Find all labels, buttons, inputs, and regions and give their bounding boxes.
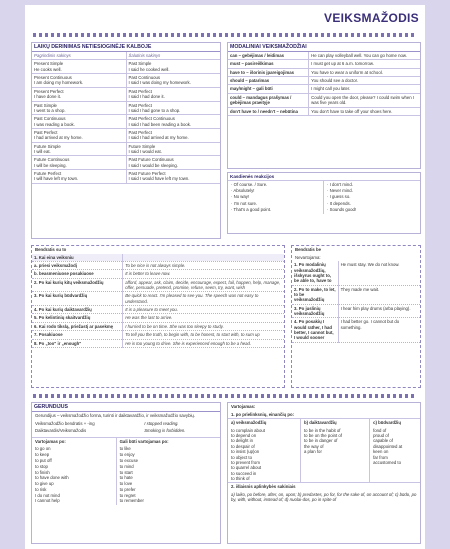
usage-item: to delight in xyxy=(231,438,253,444)
table-row xyxy=(32,322,284,330)
bendratis-to-section xyxy=(31,245,285,388)
rule-cell: a. priesi veiksmažodį xyxy=(32,261,123,269)
gerund-verb-item: to start xyxy=(119,469,133,475)
reaction-item: · Of course. / Sure. xyxy=(231,182,268,187)
gerund-verb-item: to keep xyxy=(35,452,50,458)
tense-col-main: Pagrindinis sakinys xyxy=(32,52,126,60)
usage-item: to depend on xyxy=(231,433,257,439)
usage-item: to prevent from xyxy=(231,459,260,465)
tense-agreement-header: LAIKŲ DERINIMAS NETIESIOGINĖJE KALBOJE xyxy=(32,43,220,52)
rule-cell: 4. Po kai kurių daiktavardžių xyxy=(32,306,123,314)
gerund-verb-item: to hate xyxy=(119,475,133,481)
usage-item: to object to xyxy=(231,454,253,460)
table-row xyxy=(32,74,220,88)
decorative-divider xyxy=(33,33,417,37)
usage-col-adjectives: c) būdvardžių xyxy=(373,420,401,426)
modal-example-cell: He can play volleyball well. You can go home now. xyxy=(309,52,420,60)
table-row xyxy=(228,93,420,107)
example-cell: He must stay. We do not know. xyxy=(338,261,420,285)
reaction-item: · No way! xyxy=(231,194,250,200)
example-cell: I hurried to be on time. She was too sleepy to study. xyxy=(123,322,284,330)
rule-cell: 7. Posakiuose xyxy=(32,331,123,339)
usage-item: to succeed in xyxy=(231,470,257,476)
usage-item: proud of xyxy=(373,433,389,439)
table-row xyxy=(32,128,220,142)
gerund-verb-item: to regret xyxy=(119,492,136,498)
modal-table xyxy=(228,52,420,116)
tense-main-cell: Past Perfect I had arrived at my home. xyxy=(32,128,126,142)
usage-item: a plan for xyxy=(303,449,322,455)
table-row xyxy=(32,331,284,339)
reactions-right xyxy=(324,181,420,214)
usage-sub2: 2. išlaisnis aplinkybės sakiniais xyxy=(228,482,420,491)
reactions-left xyxy=(228,181,324,214)
bendratis-to-table xyxy=(32,254,284,348)
rule-cell: 6. Kai rodo tikslą, priežastį ar pasekmę xyxy=(32,322,123,330)
usage-verbs-list xyxy=(228,427,300,483)
usage-item: capable of xyxy=(373,438,393,444)
gerund-intro: Gerundijus – veiksmažodžio forma, turinti ir daiktavardžio, ir veiksmažodžio savybių. xyxy=(35,413,196,418)
example-cell: He is too young to drive. She is experienced enough to be a head. xyxy=(123,339,284,347)
reaction-item: · I guess so. xyxy=(327,194,351,200)
gerund-verb-item: to excuse xyxy=(119,457,138,463)
table-row xyxy=(228,60,420,68)
example-cell: I hear him play drums (arba playing). xyxy=(338,304,420,318)
modal-verb-cell: must – pasireiškimas xyxy=(228,60,309,68)
usage-section xyxy=(227,402,421,544)
bendratis-be-sub: Nevartojama: xyxy=(295,254,321,260)
gerund-formula2-right: Smoking is forbidden. xyxy=(144,428,186,434)
tense-sub-cell: Past Perfect I said I had arrived at my home. xyxy=(126,128,220,142)
modal-example-cell: You should see a doctor. xyxy=(309,77,420,85)
gerund-verb-item: to have done with xyxy=(35,475,69,481)
tense-main-cell: Future Continuous I will be sleeping. xyxy=(32,156,126,170)
usage-item: disappointed at xyxy=(373,443,403,449)
gerund-verb-item: to put off xyxy=(35,457,52,463)
gerund-verb-item: to remember xyxy=(119,498,144,504)
example-cell: I had better go. I cannot but do something. xyxy=(338,318,420,342)
modal-example-cell: I must get up at 6 a.m. tomorrow. xyxy=(309,60,420,68)
tense-main-cell: Future Simple I will eat. xyxy=(32,142,126,156)
gerund-verb-item: to risk xyxy=(35,486,47,492)
reaction-item: · Sounds good! xyxy=(327,206,357,212)
gerund-header: GERUNDIJUS xyxy=(32,403,220,412)
page-title: VEIKSMAŽODIS xyxy=(324,11,419,25)
table-row xyxy=(32,314,284,322)
example-cell: To tell you the truth, to begin with, to be honest, to start with, to sum up xyxy=(123,331,284,339)
usage-col-verbs: a) veiksmažodžių xyxy=(231,420,267,426)
rule-cell: b. beasmeniuose posakiuose xyxy=(32,270,123,278)
gerund-verb-item: to prefer xyxy=(119,486,136,492)
rule-cell: 1. Kai eina veiksniu xyxy=(32,254,123,262)
table-row xyxy=(32,292,284,306)
modal-verbs-section xyxy=(227,42,421,169)
tense-main-cell: Present Perfect I have done it. xyxy=(32,87,126,101)
usage-item: to be in danger of xyxy=(303,438,338,444)
usage-item: to think of xyxy=(231,475,250,481)
tense-main-cell: Past Simple I went to a shop. xyxy=(32,101,126,115)
table-row xyxy=(32,306,284,314)
usage-item: accustomed to xyxy=(373,459,402,465)
usage-footnote: a) laiko, po before, after, on, upon; b) predastes, po for, for the sake of, on account of; c) būdo, po by, with, without, instead of; d) nuolai-dos, po in spite of xyxy=(231,491,417,503)
tense-table xyxy=(32,52,220,60)
table-row xyxy=(32,254,284,262)
usage-item: to complain about xyxy=(231,427,265,433)
tense-sub-cell: Future Simple I said I would eat. xyxy=(126,142,220,156)
usage-sub: 1. po prielinksnių, einančių po: xyxy=(231,411,295,417)
tense-sub-cell: Past Future Continuous I said I would be sleeping. xyxy=(126,156,220,170)
gerund-section xyxy=(31,402,221,544)
usage-item: to be on the point of xyxy=(303,433,342,439)
table-row xyxy=(32,101,220,115)
modal-example-cell: You don't have to take off your shoes here. xyxy=(309,107,420,115)
table-row xyxy=(228,85,420,93)
rule-cell: 4. Po posakių I would rather, I had better, I cannot but, I would sooner xyxy=(292,318,338,342)
usage-item: far from xyxy=(373,454,388,460)
gerund-verb-item: to enjoy xyxy=(119,452,135,458)
example-cell: They made me wait. xyxy=(338,285,420,304)
gerund-verb-item: to mind xyxy=(119,463,134,469)
table-row xyxy=(228,77,420,85)
reactions-header: Kasdienės reakcijos xyxy=(228,173,420,181)
example-cell: It is better to leave now. xyxy=(123,270,284,278)
table-row xyxy=(32,156,220,170)
gerund-verb-item: to give up xyxy=(35,481,54,487)
rule-cell: 2. Po kai kurių kitų veiksmažodžių xyxy=(32,278,123,292)
example-cell: It is a pleasure to meet you. xyxy=(123,306,284,314)
table-row xyxy=(32,60,220,73)
rule-cell: 5. Po kelintinių skaitvardžių xyxy=(32,314,123,322)
modal-example-cell: You have to wear a uniform at school. xyxy=(309,68,420,76)
tense-main-cell: Past Continuous I was reading a book. xyxy=(32,115,126,129)
usage-item: to insist (up)on xyxy=(231,449,260,455)
tense-main-cell: Present Continuous I am doing my homework. xyxy=(32,74,126,88)
rule-cell: 3. Po kai kurių būdvardžių xyxy=(32,292,123,306)
tense-rows xyxy=(32,60,220,183)
reaction-item: · Absolutely! xyxy=(231,188,255,194)
table-row xyxy=(32,278,284,292)
tense-sub-cell: Past Perfect I said I had done it. xyxy=(126,87,220,101)
usage-header: Vartojamas: xyxy=(231,404,256,409)
usage-item: the way of xyxy=(303,443,324,449)
tense-sub-cell: Past Continuous I said I was doing my homework. xyxy=(126,74,220,88)
gerund-formula-left: Veiksmažodžio bendratis + -ing xyxy=(35,420,95,426)
reaction-item: · I'm not sure. xyxy=(231,200,258,206)
reaction-item: · That's a good point. xyxy=(231,206,272,212)
modal-verb-cell: don't have to / needn't – nebūtina xyxy=(228,107,309,115)
tense-sub-cell: Past Future Perfect I said I would have left my town. xyxy=(126,170,220,184)
table-row xyxy=(32,170,220,184)
table-row xyxy=(292,285,420,304)
example-cell: He was the last to arrive. xyxy=(123,314,284,322)
table-row xyxy=(32,142,220,156)
bendratis-be-section xyxy=(291,245,421,388)
tense-sub-cell: Past Simple I said he cooked well. xyxy=(126,60,220,73)
usage-nouns-list xyxy=(301,427,369,456)
gerund-left-head: Vartojamas po: xyxy=(35,438,66,444)
bendratis-to-header: Bendratis su to xyxy=(35,247,67,252)
table-row xyxy=(32,261,284,269)
worksheet-page xyxy=(25,5,425,549)
example-cell: afford, appear, ask, claim, decide, encourage, expect, fail, happen, help, manage, offer, persuade, pretend, promise, refuse, seem, try, want, wish xyxy=(123,278,284,292)
tense-sub-cell: Past Perfect I said I had gone to a shop. xyxy=(126,101,220,115)
gerund-verb-item: to finish xyxy=(35,469,50,475)
gerund-formula-right: I stopped reading. xyxy=(144,420,179,426)
decorative-divider-2 xyxy=(33,394,417,398)
usage-item: fond of xyxy=(373,427,387,433)
modal-example-cell: Could you open the door, please? I could swim when I was five years old. xyxy=(309,93,420,107)
gerund-verb-item: to stop xyxy=(35,463,48,469)
usage-item: to despair of xyxy=(231,443,255,449)
rule-cell: 3. Po juslinių veiksmažodžių xyxy=(292,304,338,318)
rule-cell: 1. Po modalinių veiksmažodžių, išskyrus ought to, be able to, have to xyxy=(292,261,338,285)
usage-item: to quarrel about xyxy=(231,465,262,471)
modal-verbs-header: MODALINIAI VEIKSMAŽODŽIAI xyxy=(228,43,420,52)
example-cell: Be quick to react. I'm pleased to see you. The speech was not easy to understand. xyxy=(123,292,284,306)
table-row xyxy=(292,318,420,342)
reactions-section xyxy=(227,172,421,234)
gerund-verb-item: I do not mind xyxy=(35,492,60,498)
table-row xyxy=(32,339,284,347)
tense-main-cell: Future Perfect I will have left my town. xyxy=(32,170,126,184)
reaction-item: · It depends. xyxy=(327,200,351,206)
table-row xyxy=(32,270,284,278)
example-cell xyxy=(123,254,284,262)
rule-cell: 2. Po to make, to let, to be veiksmažodžių xyxy=(292,285,338,304)
usage-item: to be in the habit of xyxy=(303,427,341,433)
modal-verb-cell: may/might – gali būti xyxy=(228,85,309,93)
table-row xyxy=(228,52,420,60)
rule-cell: 8. Po „too" ir „enough" xyxy=(32,339,123,347)
table-row xyxy=(292,261,420,285)
reaction-item: · Never mind. xyxy=(327,188,353,194)
usage-item: keen on xyxy=(373,449,389,455)
tense-main-cell: Present Simple He cooks well. xyxy=(32,60,126,73)
gerund-verb-item: to go on xyxy=(35,446,51,452)
bendratis-be-header: Bendratis be xyxy=(295,247,322,252)
modal-example-cell: I might call you later. xyxy=(309,85,420,93)
modal-verb-cell: have to – išorinis įpareigojimas xyxy=(228,68,309,76)
gerund-verb-item: to love xyxy=(119,481,133,487)
tense-col-sub: Šalutinis sakinys xyxy=(126,52,220,60)
table-row xyxy=(32,87,220,101)
modal-verb-cell: could – mandagus prašymas / gebėjimas praeityje xyxy=(228,93,309,107)
gerund-formula2-left: Daiktavardis/Veiksmažodis xyxy=(35,428,87,434)
table-row xyxy=(228,107,420,115)
gerund-right-head: Gali būti vartojamas po: xyxy=(119,438,169,444)
tense-sub-cell: Past Perfect Continuous I said I had been reading a book. xyxy=(126,115,220,129)
table-row xyxy=(32,115,220,129)
modal-verb-cell: should – patarimas xyxy=(228,77,309,85)
table-row xyxy=(292,304,420,318)
example-cell: To be nice is not always simple. xyxy=(123,261,284,269)
gerund-right-list xyxy=(117,445,220,505)
table-row xyxy=(228,68,420,76)
gerund-left-list xyxy=(32,445,116,505)
reaction-item: · I don't mind. xyxy=(327,182,353,187)
bendratis-be-table xyxy=(292,261,420,343)
gerund-verb-item: I cannot help xyxy=(35,498,60,504)
gerund-verb-item: to like xyxy=(119,446,131,452)
usage-adjectives-list xyxy=(370,427,420,467)
tense-agreement-section xyxy=(31,42,221,239)
usage-col-nouns: b) daiktavardžių xyxy=(303,420,337,426)
modal-verb-cell: can – gebėjimas / leidimas xyxy=(228,52,309,60)
